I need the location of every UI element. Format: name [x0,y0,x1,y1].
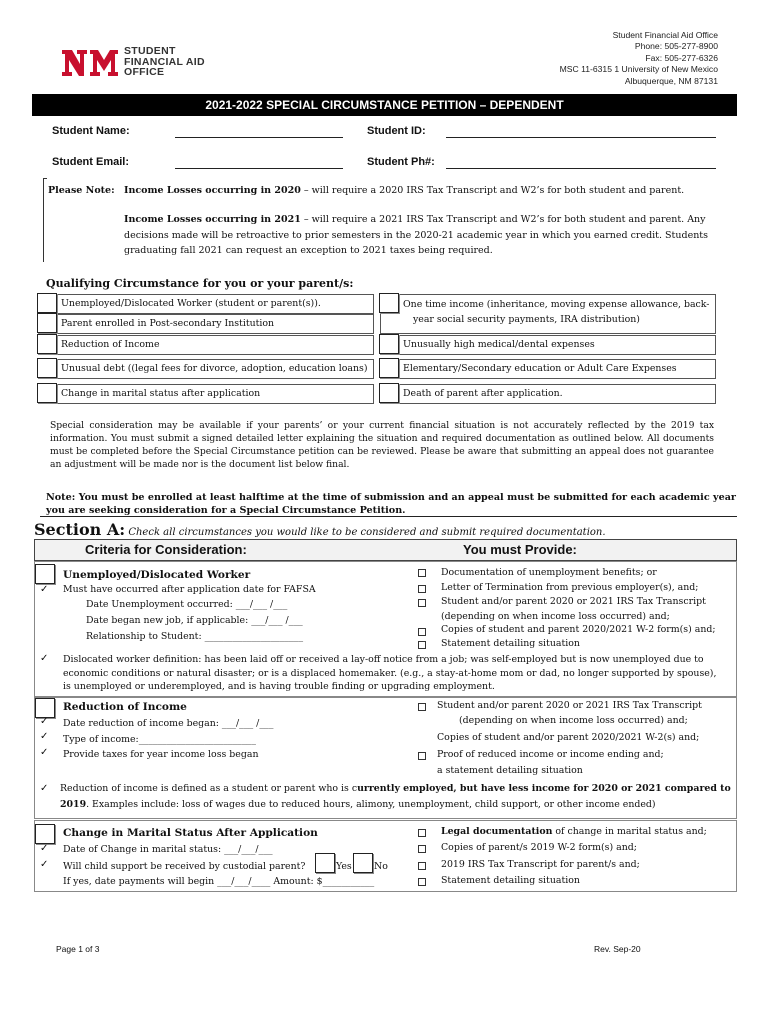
unemployed-criterion: Must have occurred after application date for FAFSA [63,584,316,595]
qual-death-of-parent: Death of parent after application. [380,384,716,404]
qualifying-heading: Qualifying Circumstance for you or your parent/s: [46,277,354,290]
qual-one-time-income: One time income (inheritance, moving expense allowance, back- year social security payments, IRA distribution) [380,294,716,334]
provide-bullet-icon [418,862,426,870]
reduction-provide-1b: (depending on when income loss occurred) and; [459,715,688,726]
logo-text: STUDENT FINANCIAL AID OFFICE [124,45,205,78]
qual-death-of-parent-checkbox[interactable] [379,383,399,403]
unm-logo-icon [60,44,120,84]
qual-reduction-checkbox[interactable] [37,334,57,354]
check-icon: ✓ [40,716,49,727]
unemployed-date-occurred[interactable]: Date Unemployment occurred: ___/___ /___ [86,599,288,610]
enrollment-note: Note: You must be enrolled at least halftime at the time of submission and an appeal must be submitted for each academic year you are seeking consideration for a Special Circumstance Petition. [46,492,736,516]
provide-col-label: You must Provide: [463,542,577,557]
revision-date: Rev. Sep-20 [594,944,641,954]
reduction-type[interactable]: Type of income:_________________________ [63,734,256,745]
note-paragraph-2021: Income Losses occurring in 2021 – will require a 2021 IRS Tax Transcript and W2’s for both student and parent. Any decisions made will be retroactive to prior semesters in the 2020-21 academic year in which you earned credit. Students graduating fall 2021 can request an exception to 2021 taxes being required. [124,214,708,256]
page-title: 2021-2022 SPECIAL CIRCUMSTANCE PETITION – DEPENDENT [32,94,737,116]
unemployed-checkbox[interactable] [35,564,55,584]
reduction-definition: Reduction of income is defined as a student or parent who is currently employed, but have less income for 2020 or 2021 compared to 2019. Examples include: loss of wages due to reduced hours, alimony, unemployment, child support, or other income ended) [60,783,731,810]
provide-bullet-icon [418,569,426,577]
qual-marital: Change in marital status after application [38,384,374,404]
provide-bullet-icon [418,641,426,649]
qual-unemployed-checkbox[interactable] [37,293,57,313]
check-icon: ✓ [40,843,49,854]
unemployed-provide-3: Student and/or parent 2020 or 2021 IRS Tax Transcript [441,596,706,607]
reduction-provide-2: Copies of student and/or parent 2020/2021 W-2(s) and; [437,732,700,743]
qual-marital-checkbox[interactable] [37,383,57,403]
reduction-title: Reduction of Income [63,701,187,713]
student-email-field[interactable] [175,157,343,169]
payments-begin-amount[interactable]: If yes, date payments will begin ___/___/____ Amount: $___________ [63,876,375,887]
student-id-field[interactable] [446,126,716,138]
qual-parent-enrolled-checkbox[interactable] [37,313,57,333]
check-icon: ✓ [40,783,49,794]
unemployed-title: Unemployed/Dislocated Worker [63,569,251,581]
marital-provide-4: Statement detailing situation [441,875,580,886]
child-support-no-label: No [374,861,388,872]
divider [40,516,737,517]
reduction-taxes: Provide taxes for year income loss began [63,749,259,760]
marital-provide-1: Legal documentation of change in marital status and; [441,826,707,837]
qual-elementary-education-checkbox[interactable] [379,358,399,378]
provide-bullet-icon [418,752,426,760]
dislocated-worker-definition: Dislocated worker definition: has been laid off or received a lay-off notice from a job; was self-employed but is now unemployed due to economic conditions or natural disaster; or is a displaced homemaker. (e.g., a stay-at-home mom or dad, no longer supported by spouse), is unemployed or underemployed, and is having trouble finding or upgrading employment. [63,654,717,692]
unemployed-date-new-job[interactable]: Date began new job, if applicable: ___/___ /___ [86,615,303,626]
office-address: Student Financial Aid Office Phone: 505-277-8900 Fax: 505-277-6326 MSC 11-6315 1 University of New Mexico Albuquerque, NM 87131 [559,30,718,86]
student-name-label: Student Name: [52,125,130,137]
provide-bullet-icon [418,845,426,853]
marital-provide-3: 2019 IRS Tax Transcript for parent/s and; [441,859,640,870]
criteria-header-row [34,539,737,561]
child-support-no-checkbox[interactable] [353,853,373,873]
qual-medical: Unusually high medical/dental expenses [380,335,716,355]
reduction-provide-4: a statement detailing situation [437,765,583,776]
unemployed-provide-4: Copies of student and parent 2020/2021 W-2 form(s) and; [441,624,716,635]
unemployed-provide-2: Letter of Termination from previous employer(s), and; [441,582,699,593]
student-phone-field[interactable] [446,157,716,169]
qual-parent-enrolled: Parent enrolled in Post-secondary Institution [38,314,374,334]
note-label: Please Note: [48,185,115,196]
marital-checkbox[interactable] [35,824,55,844]
provide-bullet-icon [418,829,426,837]
marital-date[interactable]: Date of Change in marital status: ___/___/___ [63,844,273,855]
student-email-label: Student Email: [52,156,130,168]
unemployed-relationship[interactable]: Relationship to Student: _____________________ [86,631,304,642]
qual-elementary-education: Elementary/Secondary education or Adult Care Expenses [380,359,716,379]
provide-bullet-icon [418,585,426,593]
marital-title: Change in Marital Status After Application [63,827,318,839]
unemployed-provide-3b: (depending on when income loss occurred) and; [441,611,670,622]
child-support-question: Will child support be received by custodial parent? [63,861,306,872]
reduction-provide-1: Student and/or parent 2020 or 2021 IRS Tax Transcript [437,700,702,711]
note-paragraph-2020: Income Losses occurring in 2020 – will require a 2020 IRS Tax Transcript and W2’s for both student and parent. [124,185,685,196]
student-id-label: Student ID: [367,125,426,137]
check-icon: ✓ [40,747,49,758]
qual-one-time-income-checkbox[interactable] [379,293,399,313]
marital-provide-2: Copies of parent/s 2019 W-2 form(s) and; [441,842,637,853]
student-name-field[interactable] [175,126,343,138]
provide-bullet-icon [418,628,426,636]
note-bracket [43,178,47,262]
unemployed-provide-1: Documentation of unemployment benefits; or [441,567,657,578]
qual-reduction: Reduction of Income [38,335,374,355]
page-number: Page 1 of 3 [56,944,100,954]
check-icon: ✓ [40,584,49,595]
check-icon: ✓ [40,859,49,870]
qual-unusual-debt-checkbox[interactable] [37,358,57,378]
unemployed-provide-5: Statement detailing situation [441,638,580,649]
provide-bullet-icon [418,878,426,886]
provide-bullet-icon [418,703,426,711]
consideration-paragraph: Special consideration may be available if your parents’ or your current financial situation is not accurately reflected by the 2019 tax information. You must submit a signed detailed letter explaining the situation and required documentation as outlined below. All documents must be completed before the Special Circumstance petition can be reviewed. Please be aware that submitting an appeal does not guarantee an adjustment will be made nor is the document list below final. [50,420,714,470]
qual-unemployed: Unemployed/Dislocated Worker (student or parent(s)). [38,294,374,314]
check-icon: ✓ [40,653,49,664]
criteria-col-label: Criteria for Consideration: [85,542,247,557]
child-support-yes-label: Yes [336,861,352,872]
check-icon: ✓ [40,731,49,742]
section-a-heading: Section A: Check all circumstances you would like to be considered and submit required documentation. [34,520,606,539]
reduction-checkbox[interactable] [35,698,55,718]
student-phone-label: Student Ph#: [367,156,435,168]
qual-medical-checkbox[interactable] [379,334,399,354]
reduction-provide-3: Proof of reduced income or income ending and; [437,749,664,760]
qual-unusual-debt: Unusual debt ((legal fees for divorce, adoption, education loans) [38,359,374,379]
reduction-date[interactable]: Date reduction of income began: ___/___ /___ [63,718,274,729]
provide-bullet-icon [418,599,426,607]
child-support-yes-checkbox[interactable] [315,853,335,873]
